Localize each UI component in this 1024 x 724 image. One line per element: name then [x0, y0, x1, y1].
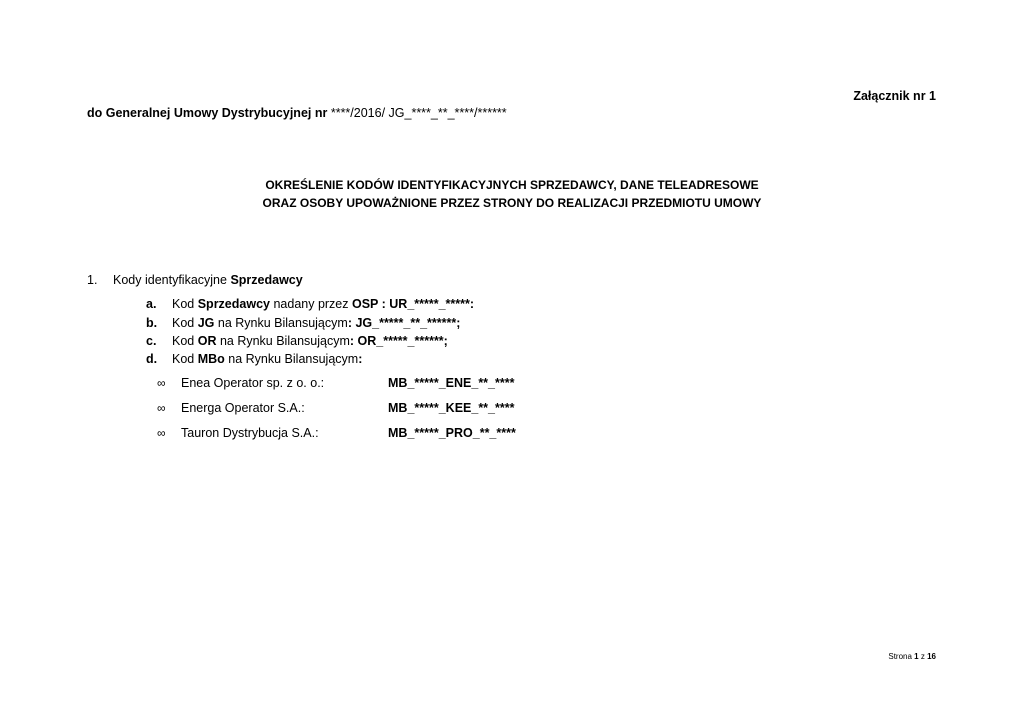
item-text: Kod — [172, 316, 198, 330]
document-title-line1: OKREŚLENIE KODÓW IDENTYFIKACYJNYCH SPRZEDAWCY, DANE TELEADRESOWE — [265, 178, 759, 192]
item-bold: MBo — [197, 352, 225, 366]
list-letter: c. — [146, 334, 157, 348]
section-number: 1. — [87, 273, 98, 287]
page-current: 1 — [914, 652, 919, 661]
item-text: Kod — [172, 297, 198, 311]
list-item-d — [146, 352, 362, 366]
item-text: nadany przez — [269, 297, 352, 311]
list-item-a — [146, 297, 474, 311]
document-title-line2: ORAZ OSOBY UPOWAŻNIONE PRZEZ STRONY DO REALIZACJI PRZEDMIOTU UMOWY — [262, 196, 762, 210]
item-bold: Sprzedawcy — [197, 297, 270, 311]
item-bold: JG — [197, 316, 215, 330]
operator-name: Energa Operator S.A.: — [181, 401, 305, 415]
section-text: Kody identyfikacyjne — [113, 273, 231, 287]
infinity-bullet-icon: ∞ — [157, 426, 166, 440]
infinity-bullet-icon: ∞ — [157, 401, 166, 415]
item-bold: : OR_*****_******; — [349, 334, 448, 348]
operator-name: Tauron Dystrybucja S.A.: — [181, 426, 319, 440]
item-text: na Rynku Bilansującym — [216, 334, 350, 348]
operator-item — [157, 426, 516, 440]
list-letter: b. — [146, 316, 158, 330]
item-bold: OSP : UR_*****_*****: — [351, 297, 475, 311]
contract-reference — [87, 106, 507, 120]
item-text: na Rynku Bilansującym — [224, 352, 359, 366]
list-item-c — [146, 334, 448, 348]
item-bold: : — [358, 352, 363, 366]
section-1-heading — [87, 273, 303, 287]
operator-item — [157, 376, 514, 390]
operator-item — [157, 401, 514, 415]
list-letter: d. — [146, 352, 158, 366]
page-of: z — [920, 652, 925, 661]
section-text-bold: Sprzedawcy — [230, 273, 303, 287]
page-total: 16 — [927, 652, 936, 661]
list-letter: a. — [146, 297, 157, 311]
item-text: Kod — [172, 334, 198, 348]
operator-code: MB_*****_PRO_**_**** — [388, 426, 516, 440]
item-text: Kod — [172, 352, 198, 366]
item-bold: OR — [197, 334, 217, 348]
item-text: na Rynku Bilansującym — [214, 316, 348, 330]
operator-name: Enea Operator sp. z o. o.: — [181, 376, 325, 390]
list-item-b — [146, 316, 460, 330]
annex-label: Załącznik nr 1 — [853, 89, 936, 103]
page-label: Strona — [888, 652, 912, 661]
operator-code: MB_*****_ENE_**_**** — [388, 376, 515, 390]
operator-code: MB_*****_KEE_**_**** — [388, 401, 515, 415]
contract-label: do Generalnej Umowy Dystrybucyjnej nr — [87, 106, 328, 120]
item-bold: : JG_*****_**_******; — [347, 316, 461, 330]
page-footer — [888, 652, 936, 661]
infinity-bullet-icon: ∞ — [157, 376, 166, 390]
contract-number: ****/2016/ JG_****_**_****/****** — [330, 106, 507, 120]
